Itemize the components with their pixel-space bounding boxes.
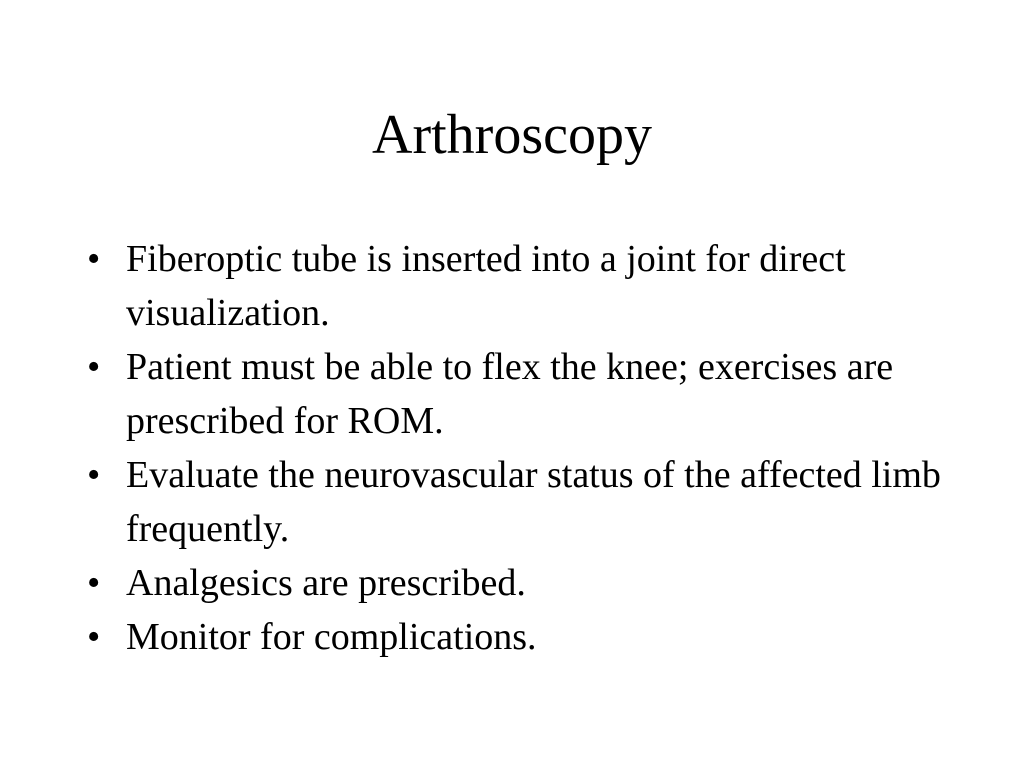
bullet-text: Fiberoptic tube is inserted into a joint for direct visualization. [126,238,846,334]
bullet-item [87,610,967,664]
bullet-text: Evaluate the neurovascular status of the affected limb frequently. [126,454,941,550]
slide-title: Arthroscopy [372,104,652,166]
bullet-item [87,448,967,556]
bullet-item [87,340,967,448]
bullet-text: Patient must be able to flex the knee; exercises are prescribed for ROM. [126,346,894,442]
bullet-text: Monitor for complications. [126,616,537,658]
bullet-marker-icon: • [87,346,101,388]
bullet-item [87,556,967,610]
bullet-marker-icon: • [87,562,101,604]
bullet-list [87,232,967,664]
bullet-item [87,232,967,340]
bullet-marker-icon: • [87,454,101,496]
bullet-marker-icon: • [87,238,101,280]
bullet-marker-icon: • [87,616,101,658]
bullet-text: Analgesics are prescribed. [126,562,526,604]
